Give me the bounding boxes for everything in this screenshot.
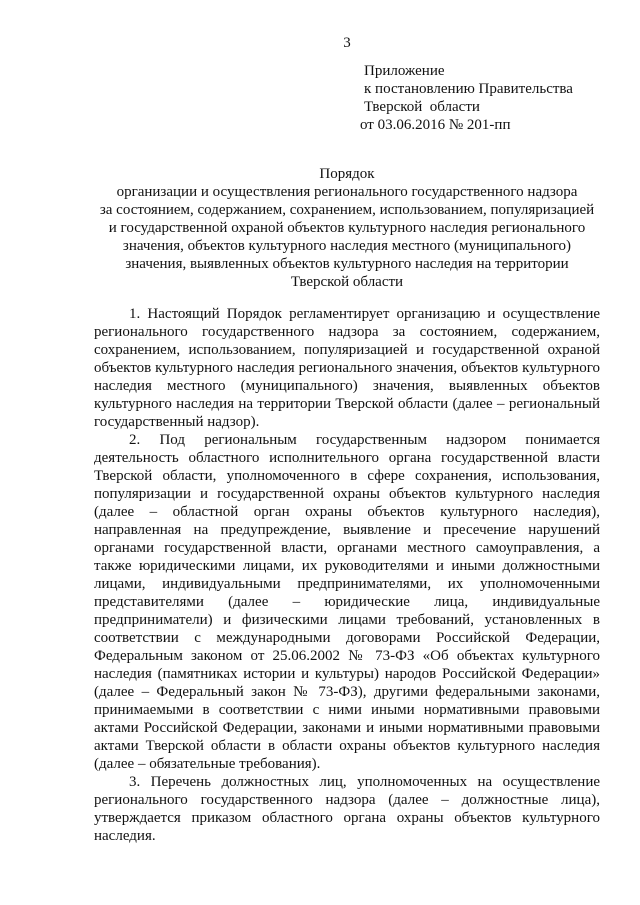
paragraph-2: 2. Под региональным государственным надзором понимается деятельность областного исполнительного органа государственной власти Тверской области, уполномоченного в сфере сохранения, использования, популяризации и государственной охраны объектов культурного наследия (далее – областной орган охраны объектов культурного наследия), направленная на предупреждение, выявление и пресечение нарушений органами государственной власти, органами местного самоуправления, а также юридическими лицами, их руководителями и иными должностными лицами, индивидуальными предпринимателями, их уполномоченными представителями (далее – юридические лица, индивидуальные предприниматели) и физическими лицами требований, установленных в соответствии с международными договорами Российской Федерации, Федеральным законом от 25.06.2002 № 73-ФЗ «Об объектах культурного наследия (памятниках истории и культуры) народов Российской Федерации» (далее – Федеральный закон № 73-ФЗ), другими федеральными законами, принимаемыми в соответствии с ними иными нормативными правовыми актами Российской Федерации, законами и иными нормативными правовыми актами Тверской области в области охраны объектов культурного наследия (далее – обязательные требования). bbox=[94, 432, 600, 772]
title-line: за состоянием, содержанием, сохранением, использованием, популяризацией bbox=[99, 202, 595, 218]
appendix-date-line: от 03.06.2016 № 201-пп bbox=[360, 117, 511, 133]
appendix-line-2: к постановлению Правительства bbox=[364, 81, 573, 97]
appendix-block bbox=[360, 62, 573, 134]
document-body bbox=[94, 305, 600, 845]
title-line: и государственной охраной объектов культурного наследия регионального bbox=[108, 220, 586, 236]
title-line: значения, объектов культурного наследия местного (муниципального) bbox=[122, 238, 572, 254]
title-line: организации и осуществления регионального государственного надзора bbox=[116, 184, 578, 200]
paragraph-1: 1. Настоящий Порядок регламентирует организацию и осуществление регионального государственного надзора за состоянием, содержанием, сохранением, использованием, популяризацией и государственной охраной объектов культурного наследия регионального значения, объектов культурного наследия местного (муниципального) значения, выявленных объектов культурного наследия на территории Тверской области (далее – региональный государственный надзор). bbox=[94, 306, 600, 430]
appendix-line-3: Тверской области bbox=[364, 99, 480, 115]
title-line: Тверской области bbox=[290, 274, 404, 290]
page-number: 3 bbox=[343, 35, 351, 51]
title-line: значения, выявленных объектов культурного наследия на территории bbox=[125, 256, 569, 272]
appendix-line-1: Приложение bbox=[364, 63, 445, 79]
title-heading: Порядок bbox=[319, 166, 375, 182]
paragraph-3: 3. Перечень должностных лиц, уполномоченных на осуществление регионального государственного надзора (далее – должностные лица), утверждается приказом областного органа охраны объектов культурного наследия. bbox=[94, 774, 600, 844]
document-title bbox=[90, 165, 604, 291]
